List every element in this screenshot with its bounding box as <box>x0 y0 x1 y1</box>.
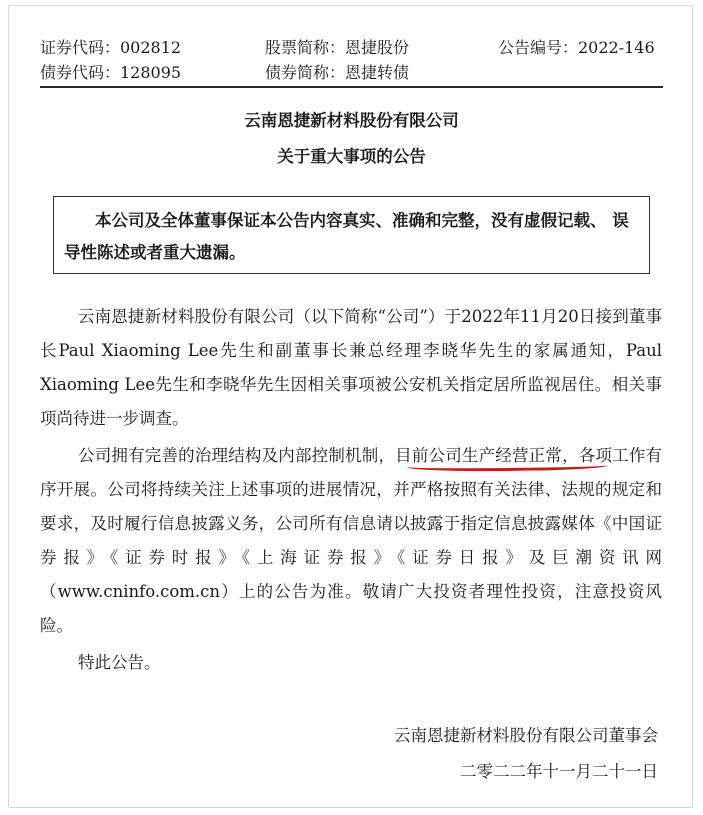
bond-code: 债券代码：128095 <box>40 63 182 82</box>
header-row-1 <box>40 35 660 59</box>
announcement-number: 公告编号：2022-146 <box>498 38 655 57</box>
highlighted-phrase: 目前公司生产经营正常 <box>395 446 563 465</box>
disclaimer-text: 本公司及全体董事保证本公告内容真实、准确和完整，没有虚假记载、 误导性陈述或者重大遗漏。 <box>64 211 629 262</box>
paragraph-2-rest: ，各项工作有序开展。公司将持续关注上述事项的进展情况，并严格按照有关法律、法规的规定和要求，及时履行信息披露义务，公司所有信息请以披露于指定信息披露媒体《中国证券报》《证券时报》《上海证券报》《证券日报》及巨潮资讯网（www.cninfo.com.cn）上的公告为准。敬请广大投资者理性投资，注意投资风险。 <box>40 446 663 635</box>
header-row-2 <box>40 60 660 84</box>
signature-date: 二零二二年十一月二十一日 <box>460 762 658 781</box>
paragraph-1: 云南恩捷新材料股份有限公司（以下简称“公司”）于2022年11月20日接到董事长Paul Xiaoming Lee先生和副董事长兼总经理李晓华先生的家属通知，Paul Xiaoming Lee先生和李晓华先生因相关事项被公安机关指定居所监视居住。相关事项尚待进一步调查。 <box>40 307 662 428</box>
paragraph-2 <box>40 439 662 643</box>
signature-company: 云南恩捷新材料股份有限公司董事会 <box>394 726 658 745</box>
closing-statement: 特此公告。 <box>78 653 161 672</box>
paragraph-2-lead: 公司拥有完善的治理结构及内部控制机制， <box>78 446 396 465</box>
header-divider <box>40 86 663 88</box>
bond-abbr: 债券简称：恩捷转债 <box>265 63 410 82</box>
announcement-title: 关于重大事项的公告 <box>277 147 426 166</box>
stock-abbr: 股票简称：恩捷股份 <box>265 38 410 57</box>
company-title: 云南恩捷新材料股份有限公司 <box>244 111 459 130</box>
disclaimer-box <box>53 196 650 274</box>
stock-code: 证券代码：002812 <box>40 38 182 57</box>
